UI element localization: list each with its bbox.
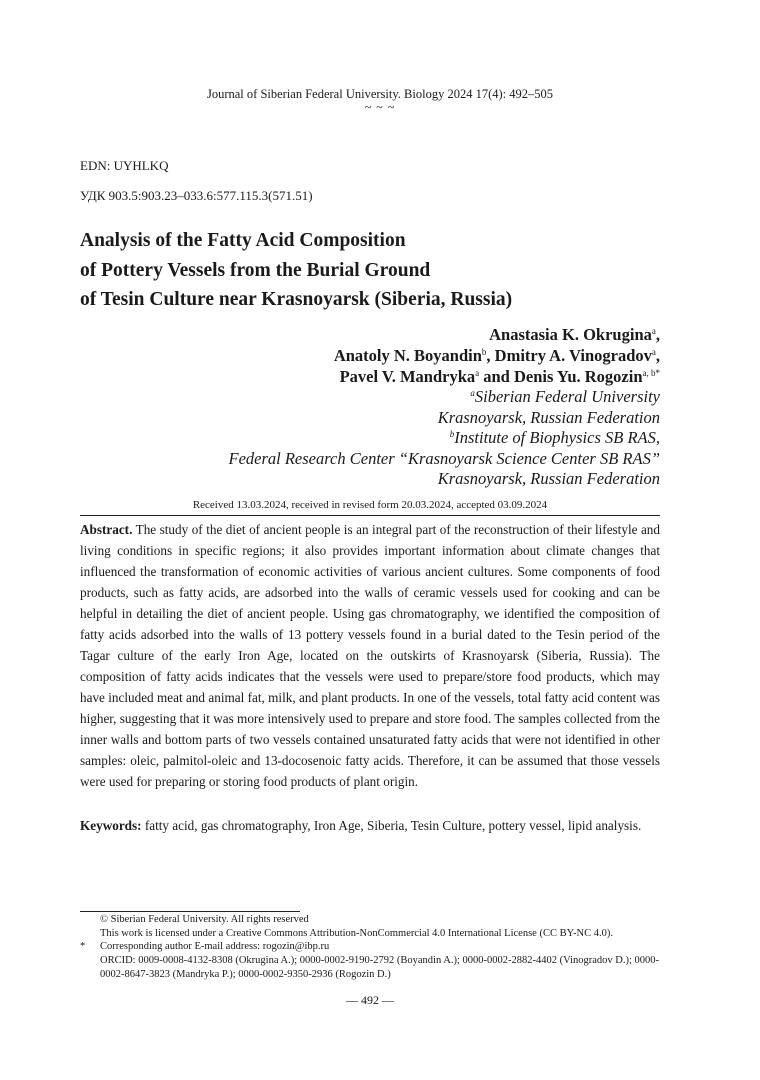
affiliation-line: Institute of Biophysics SB RAS, — [454, 428, 660, 447]
footnotes — [80, 913, 660, 982]
corresponding-text: Corresponding author E-mail address: rogozin@ibp.ru — [100, 941, 330, 953]
keywords — [80, 817, 660, 835]
author-affiliation-mark: a — [651, 326, 656, 336]
affiliation-mark: b — [449, 429, 455, 439]
affiliation-line: Krasnoyarsk, Russian Federation — [437, 407, 660, 427]
affiliation-line: Federal Research Center “Krasnoyarsk Science Center SB RAS” — [228, 448, 660, 468]
copyright-note: © Siberian Federal University. All rights reserved — [100, 914, 309, 925]
author-name: Anastasia K. Okrugina — [489, 325, 652, 344]
author-name: Anatoly N. Boyandin — [333, 346, 482, 365]
author-name: Dmitry A. Vinogradov — [494, 346, 652, 365]
author-conjunction: and — [483, 367, 510, 386]
abstract-text: The study of the diet of ancient people is an integral part of the reconstruction of their lifestyle and living conditions in specific regions; it also provides important information about climate changes that influenced the transformation of economic activities of various ancient cultures. Some components of food products, such as fatty acids, are adsorbed into the walls of ceramic vessels used for cooking and can be helpful in detailing the diet of ancient people. Using gas chromatography, we identified the composition of fatty acids adsorbed into the walls of 13 pottery vessels found in a burial dated to the Tesin period of the Tagar culture of the early Iron Age, located on the outskirts of Krasnoyarsk (Siberia, Russia). The composition of fatty acids indicates that the vessels were used to prepare/store food products, which may have included meat and animal fat, milk, and plant products. In one of the vessels, total fatty acid content was higher, suggesting that it was more intensively used to prepare and store food. The samples collected from the inner walls and bottom parts of two vessels contained unsaturated fatty acids that were not identified in other samples: oleic, palmitol-oleic and 13-docosenoic fatty acids. Therefore, it can be assumed that those vessels were used for preparing or storing food products of plant origin. — [80, 522, 660, 789]
divider — [80, 515, 660, 516]
orcid-note: ORCID: 0009-0008-4132-8308 (Okrugina A.); 0000-0002-9190-2792 (Boyandin A.); 0000-0002-2882-4402 (Vinogradov D.); 0000-0002-8647-3823 (Mandryka P.); 0000-0002-9350-2936 (Rogozin D.) — [100, 955, 660, 980]
title-line-1: Analysis of the Fatty Acid Composition — [80, 230, 406, 251]
journal-header: Journal of Siberian Federal University. Biology 2024 17(4): 492–505 — [206, 87, 553, 101]
author-list: Anastasia K. Okrugina$^a$, Anatoly N. Boyandin$^b$, Dmitry A. Vinogradov$^a$, Pavel V. Mandryka$^a$ and Denis Yu. Rogozin$^{a, b*}$ — [333, 325, 660, 386]
license-note: This work is licensed under a Creative Commons Attribution-NonCommercial 4.0 International License (CC BY-NC 4.0). — [100, 927, 613, 939]
udk-code: УДК 903.5:903.23–033.6:577.115.3(571.51) — [80, 188, 313, 203]
affiliation-mark: a — [470, 388, 475, 398]
keywords-text: fatty acid, gas chromatography, Iron Age, Siberia, Tesin Culture, pottery vessel, lipid analysis. — [144, 818, 642, 833]
page-number: — 492 — — [346, 993, 394, 1007]
abstract — [80, 519, 660, 792]
affiliation-list — [100, 387, 660, 490]
author-affiliation-mark: a, b* — [642, 368, 660, 378]
author-name: Denis Yu. Rogozin — [513, 367, 643, 386]
paper-title — [80, 226, 640, 315]
author-name: Pavel V. Mandryka — [339, 367, 476, 386]
author-affiliation-mark: a — [475, 368, 480, 378]
affiliation-line: Krasnoyarsk, Russian Federation — [437, 469, 660, 488]
author-affiliation-mark: a — [651, 347, 656, 357]
header-separator: ~ ~ ~ — [364, 100, 396, 114]
footnote-divider — [80, 911, 300, 912]
corresponding-note — [80, 940, 660, 954]
title-line-3: of Tesin Culture near Krasnoyarsk (Siberia, Russia) — [80, 289, 513, 310]
affiliation-line: Siberian Federal University — [474, 387, 660, 406]
received-dates: Received 13.03.2024, received in revised form 20.03.2024, accepted 03.09.2024 — [192, 499, 548, 511]
title-line-2: of Pottery Vessels from the Burial Ground — [80, 259, 431, 281]
abstract-label: Abstract. — [80, 522, 133, 537]
edn-code: EDN: UYHLKQ — [80, 158, 169, 173]
asterisk-mark: * — [80, 941, 86, 953]
author-affiliation-mark: b — [481, 347, 487, 357]
keywords-label: Keywords: — [80, 818, 142, 833]
